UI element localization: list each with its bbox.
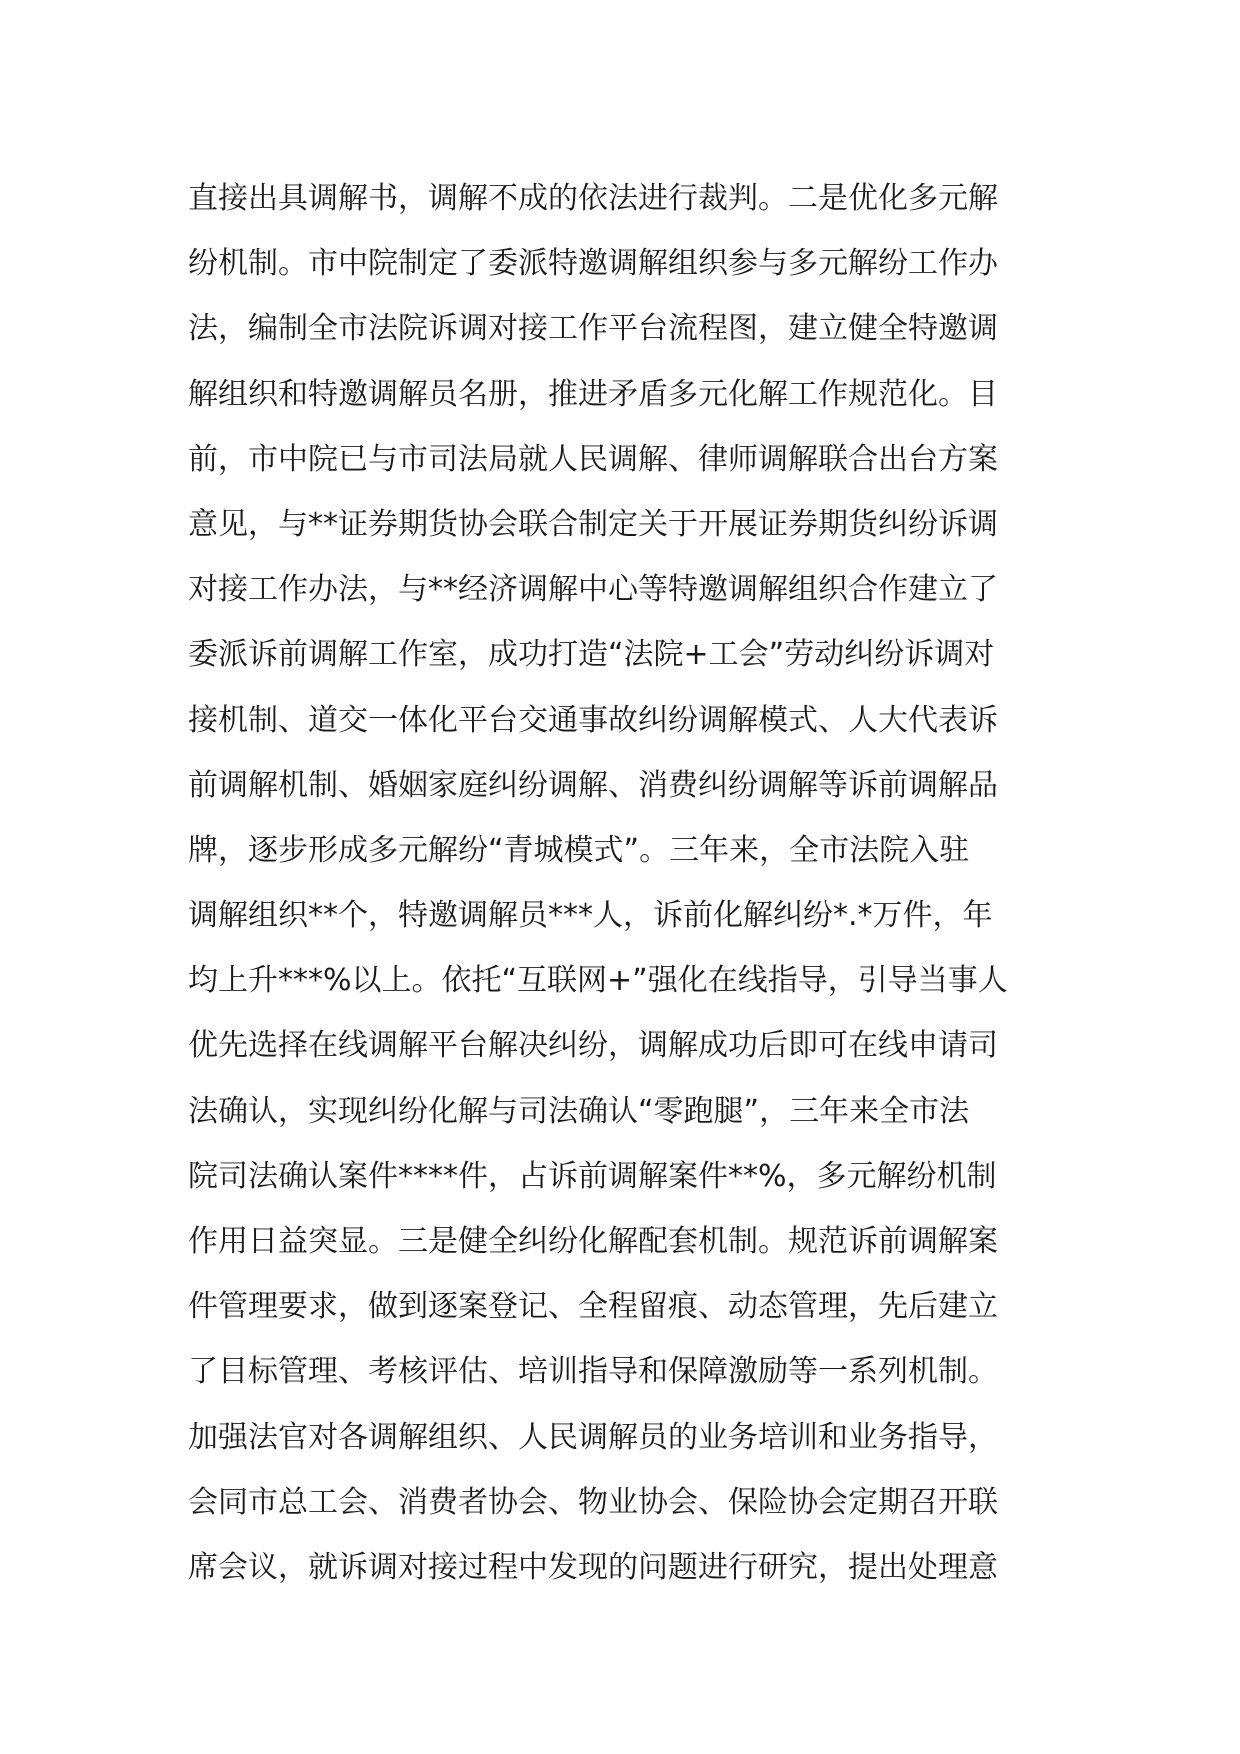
text-line: 前，市中院已与市司法局就人民调解、律师调解联合出台方案 <box>188 441 998 477</box>
text-line: 委派诉前调解工作室，成功打造“法院+工会”劳动纠纷诉调对 <box>188 637 995 673</box>
text-line: 加强法官对各调解组织、人民调解员的业务培训和业务指导， <box>188 1419 998 1455</box>
text-line: 均上升***%以上。依托“互联网+”强化在线指导，引导当事人 <box>188 963 1008 999</box>
text-line: 法确认，实现纠纷化解与司法确认“零跑腿”，三年来全市法 <box>188 1093 970 1129</box>
text-line: 件管理要求，做到逐案登记、全程留痕、动态管理，先后建立 <box>188 1289 998 1325</box>
text-line: 纷机制。市中院制定了委派特邀调解组织参与多元解纷工作办 <box>188 246 998 282</box>
text-line: 优先选择在线调解平台解决纠纷，调解成功后即可在线申请司 <box>188 1028 998 1064</box>
text-line: 会同市总工会、消费者协会、物业协会、保险协会定期召开联 <box>188 1484 998 1520</box>
text-line: 了目标管理、考核评估、培训指导和保障激励等一系列机制。 <box>188 1354 998 1390</box>
text-line: 作用日益突显。三是健全纠纷化解配套机制。规范诉前调解案 <box>188 1224 998 1259</box>
text-line: 前调解机制、婚姻家庭纠纷调解、消费纠纷调解等诉前调解品 <box>188 767 998 803</box>
body-text <box>188 166 1068 1600</box>
text-line: 接机制、道交一体化平台交通事故纠纷调解模式、人大代表诉 <box>188 702 998 738</box>
text-line: 席会议，就诉调对接过程中发现的问题进行研究，提出处理意 <box>188 1549 998 1585</box>
text-line: 牌，逐步形成多元解纷“青城模式”。三年来，全市法院入驻 <box>188 832 970 868</box>
text-line: 对接工作办法，与**经济调解中心等特邀调解组织合作建立了 <box>188 572 998 608</box>
text-line: 院司法确认案件****件，占诉前调解案件**%，多元解纷机制 <box>188 1158 997 1194</box>
text-line: 直接出具调解书，调解不成的依法进行裁判。二是优化多元解 <box>188 181 998 216</box>
text-line: 调解组织**个，特邀调解员***人，诉前化解纠纷*.*万件，年 <box>188 898 993 934</box>
text-line: 意见，与**证券期货协会联合制定关于开展证券期货纠纷诉调 <box>188 506 998 542</box>
text-line: 解组织和特邀调解员名册，推进矛盾多元化解工作规范化。目 <box>188 376 998 412</box>
text-line: 法，编制全市法院诉调对接工作平台流程图，建立健全特邀调 <box>188 311 998 347</box>
